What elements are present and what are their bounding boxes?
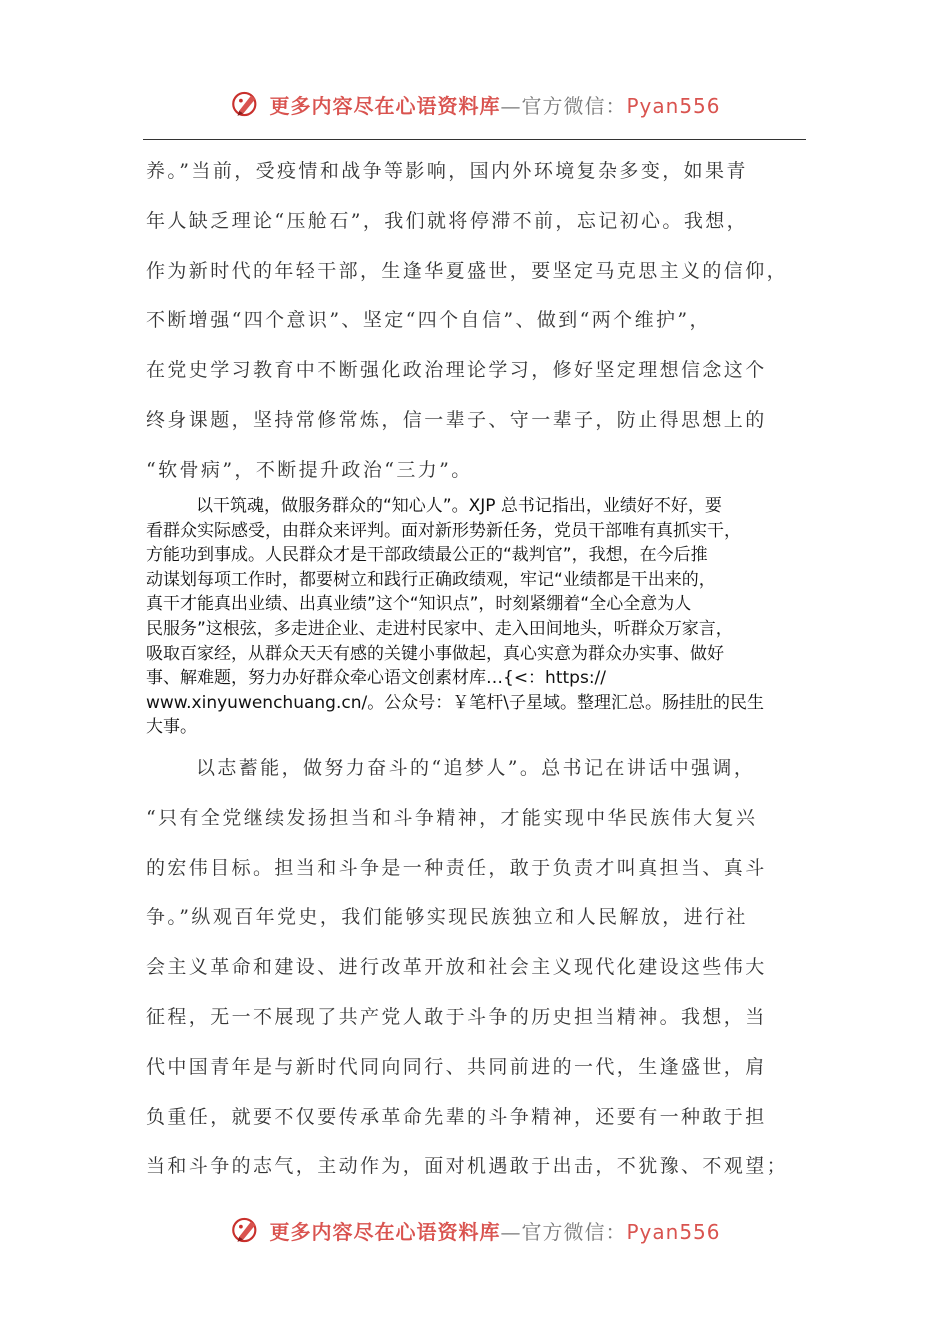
text-line: 事、解难题，努力办好群众牵心语文创素材库…{<：https:// <box>146 668 606 689</box>
footer-banner-title: 更多内容尽在心语资料库 <box>269 1219 501 1244</box>
text-line: 民服务”这根弦，多走进企业、走进村民家中、走入田间地头，听群众万家言， <box>146 618 733 639</box>
text-line: 的宏伟目标。担当和斗争是一种责任，敢于负责才叫真担当、真斗 <box>146 856 767 879</box>
text-line: 当和斗争的志气，主动作为，面对机遇敢于出击，不犹豫、不观望； <box>146 1155 789 1178</box>
text-line: 大事。 <box>146 717 197 738</box>
text-line: 真干才能真出业绩、出真业绩”这个“知识点”，时刻紧绷着“全心全意为人 <box>146 594 692 615</box>
text-line: “软骨病”，不断提升政治“三力”。 <box>146 458 473 481</box>
text-line: 争。”纵观百年党史，我们能够实现民族独立和人民解放，进行社 <box>146 906 748 929</box>
text-line: www.xinyuwenchuang.cn/。公众号：￥笔杆\子星域。整理汇总。肠挂肚的民生 <box>146 692 764 713</box>
pen-nib-logo-icon <box>229 1213 263 1247</box>
paragraph-1 <box>146 147 806 496</box>
text-line: 代中国青年是与新时代同向同行、共同前进的一代，生逢盛世，肩 <box>146 1055 767 1078</box>
pen-nib-logo-icon <box>229 87 263 121</box>
text-line: 终身课题，坚持常修常炼，信一辈子、守一辈子，防止得思想上的 <box>146 408 767 431</box>
text-line: 负重任，就要不仅要传承革命先辈的斗争精神，还要有一种敢于担 <box>146 1105 767 1128</box>
text-line: 年人缺乏理论“压舱石”，我们就将停滞不前，忘记初心。我想， <box>146 209 749 232</box>
footer-banner-id: Pyan556 <box>626 1219 721 1244</box>
text-line: 吸取百家经，从群众天天有感的关键小事做起，真心实意为群众办实事、做好 <box>146 643 724 664</box>
header-rule <box>143 139 806 140</box>
header-banner-title: 更多内容尽在心语资料库 <box>269 93 501 118</box>
header-banner-id: Pyan556 <box>626 93 721 118</box>
text-line: 以干筑魂，做服务群众的“知心人”。XJP 总书记指出，业绩好不好，要 <box>196 496 722 516</box>
footer-banner <box>0 1210 950 1250</box>
header-banner-text <box>269 90 720 119</box>
header-banner <box>0 84 950 124</box>
paragraph-2 <box>146 494 806 740</box>
text-line: 在党史学习教育中不断强化政治理论学习，修好坚定理想信念这个 <box>146 359 767 382</box>
text-line: 方能功到事成。人民群众才是干部政绩最公正的“裁判官”，我想，在今后推 <box>146 545 708 566</box>
text-line: 看群众实际感受，由群众来评判。面对新形势新任务，党员干部唯有真抓实干， <box>146 520 741 541</box>
footer-banner-dash: — <box>500 1219 522 1244</box>
text-line: 作为新时代的年轻干部，生逢华夏盛世，要坚定马克思主义的信仰， <box>146 259 789 282</box>
header-banner-dash: — <box>500 93 522 118</box>
text-line: 征程，无一不展现了共产党人敢于斗争的历史担当精神。我想，当 <box>146 1005 767 1028</box>
footer-banner-wechat: 官方微信： <box>521 1219 627 1244</box>
text-line: 会主义革命和建设、进行改革开放和社会主义现代化建设这些伟大 <box>146 956 767 979</box>
header-banner-wechat: 官方微信： <box>521 93 627 118</box>
text-line: 不断增强“四个意识”、坚定“四个自信”、做到“两个维护”， <box>146 309 711 332</box>
text-line: 养。”当前，受疫情和战争等影响，国内外环境复杂多变，如果青 <box>146 160 748 182</box>
text-line: “只有全党继续发扬担当和斗争精神，才能实现中华民族伟大复兴 <box>146 806 758 829</box>
text-line: 以志蓄能，做努力奋斗的“追梦人”。总书记在讲话中强调， <box>196 757 756 779</box>
paragraph-3 <box>146 744 806 1192</box>
footer-banner-text <box>269 1216 720 1245</box>
text-line: 动谋划每项工作时，都要树立和践行正确政绩观，牢记“业绩都是干出来的， <box>146 569 716 590</box>
